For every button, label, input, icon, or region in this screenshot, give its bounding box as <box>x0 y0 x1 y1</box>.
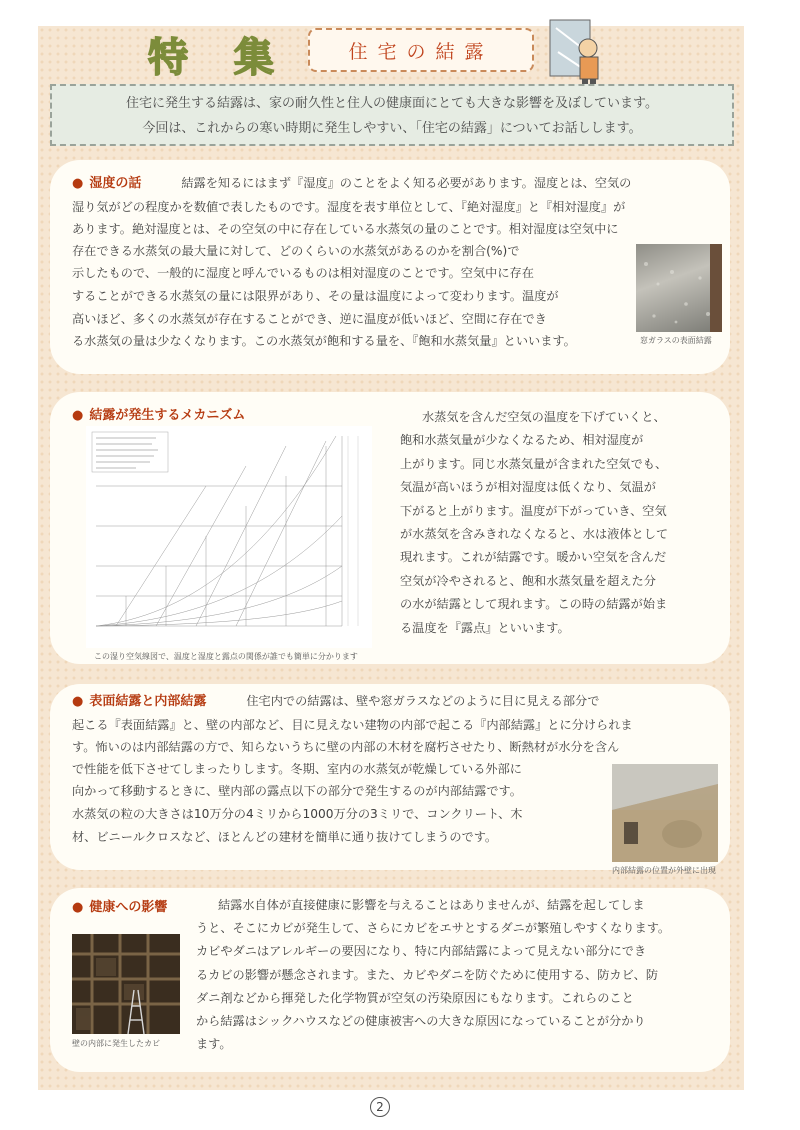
humidity-text-bottom <box>72 240 642 353</box>
health-line: るカビの影響が懸念されます。また、カビやダニを防ぐために使用する、防カビ、防 <box>196 967 659 982</box>
surface-line: 材、ビニールクロスなど、ほとんどの建材を簡単に通り抜けてしまうのです。 <box>72 829 498 844</box>
intro-line-2: 今回は、これからの寒い時期に発生しやすい、「住宅の結露」についてお話しします。 <box>142 121 642 136</box>
humidity-text-top <box>72 172 722 241</box>
humidity-line: することができる水蒸気の量には限界があり、その量は温度によって変わります。温度が <box>72 288 559 303</box>
mechanism-line: が水蒸気を含みきれなくなると、水は液体として <box>400 527 669 542</box>
health-line: から結露はシックハウスなどの健康被害への大きな原因になっていることが分かり <box>196 1014 646 1029</box>
wall-photo-caption: 内部結露の位置が外壁に出現 <box>612 866 716 875</box>
mechanism-line: 上がります。同じ水蒸気量が含まれた空気でも、 <box>400 456 668 471</box>
feature-subtitle: 住宅の結露 <box>308 28 534 72</box>
humidity-line: る水蒸気の量は少なくなります。この水蒸気が飽和する量を、『飽和水蒸気量』といいます。 <box>72 334 576 349</box>
exterior-wall-photo <box>612 764 718 862</box>
health-heading: ● 健康への影響 <box>72 900 168 915</box>
psychrometric-chart <box>86 426 372 648</box>
chart-caption: この湿り空気線図で、温度と湿度と露点の関係が誰でも簡単に分かります <box>94 652 358 661</box>
mechanism-line: 現れます。これが結露です。暖かい空気を含んだ <box>400 550 667 565</box>
page-number: 2 <box>370 1097 390 1117</box>
mechanism-line: 水蒸気を含んだ空気の温度を下げていくと、 <box>422 410 666 424</box>
surface-text-top <box>72 690 722 759</box>
humidity-line: 存在できる水蒸気の最大量に対して、どのくらいの水蒸気があるのかを割合(%)で <box>72 243 520 258</box>
mold-photo-caption: 壁の内部に発生したカビ <box>72 1039 160 1048</box>
humidity-line: 高いほど、多くの水蒸気が存在することができ、逆に温度が低いほど、空間に存在でき <box>72 311 547 326</box>
humidity-line: 湿り気がどの程度かを数値で表したものです。湿度を表す単位として、『絶対湿度』と『相対湿度』が <box>72 199 626 214</box>
health-line: ダニ剤などから揮発した化学物質が空気の汚染原因にもなります。これらのこと <box>196 990 634 1005</box>
intro-line-1: 住宅に発生する結露は、家の耐久性と住人の健康面にとても大きな影響を及ぼしています。 <box>126 96 658 111</box>
mascot-illustration <box>546 18 606 86</box>
health-line: ます。 <box>196 1037 232 1052</box>
mechanism-line: 気温が高いほうが相対湿度は低くなり、気温が <box>400 480 656 495</box>
surface-line: 起こる『表面結露』と、壁の内部など、目に見えない建物の内部で起こる『内部結露』とに分けられま <box>72 717 633 732</box>
window-condensation-photo <box>636 244 722 332</box>
health-line: うと、そこにカビが発生して、さらにカビをエサとするダニが繁殖しやすくなります。 <box>196 921 671 936</box>
mechanism-line: る温度を『露点』といいます。 <box>400 620 570 635</box>
humidity-line: 結露を知るにはまず『湿度』のことをよく知る必要があります。湿度とは、空気の <box>181 176 632 190</box>
surface-line: で性能を低下させてしまったりします。冬期、室内の水蒸気が乾燥している外部に <box>72 761 522 776</box>
mechanism-line: の水が結露として現れます。この時の結露が始ま <box>400 597 668 612</box>
surface-line: す。怖いのは内部結露の方で、知らないうちに壁の内部の木材を腐朽させたり、断熱材が水分を含ん <box>72 740 620 755</box>
humidity-line: 示したもので、一般的に湿度と呼んでいるものは相対湿度のことです。空気中に存在 <box>72 266 534 281</box>
mechanism-text <box>400 406 720 640</box>
surface-line: 住宅内での結露は、壁や窓ガラスなどのように目に見える部分で <box>246 694 600 708</box>
mechanism-line: 下がると上がります。温度が下がっていき、空気 <box>400 503 667 518</box>
surface-line: 向かって移動するときに、壁内部の露点以下の部分で発生するのが内部結露です。 <box>72 784 522 799</box>
surface-text-bottom <box>72 758 602 848</box>
mechanism-line: 空気が冷やされると、飽和水蒸気量を超えた分 <box>400 573 656 588</box>
humidity-line: あります。絶対湿度とは、その空気の中に存在している水蒸気の量のことです。相対湿度は空気中に <box>72 222 619 237</box>
window-photo-caption: 窓ガラスの表面結露 <box>640 336 712 345</box>
intro-box <box>50 84 734 146</box>
health-text <box>196 894 724 1056</box>
mechanism-heading: ● 結露が発生するメカニズム <box>72 408 246 423</box>
surface-line: 水蒸気の粒の大きさは10万分の4ミリから1000万分の3ミリで、コンクリート、木 <box>72 806 523 821</box>
health-line: カビやダニはアレルギーの要因になり、特に内部結露によって見えない部分にでき <box>196 944 647 959</box>
surface-heading: ● 表面結露と内部結露 <box>72 694 207 709</box>
feature-title: 特 集 <box>148 34 290 81</box>
humidity-heading: ● 湿度の話 <box>72 176 142 191</box>
mechanism-line: 飽和水蒸気量が少なくなるため、相対湿度が <box>400 433 644 448</box>
mold-wall-photo <box>72 934 180 1034</box>
health-line: 結露水自体が直接健康に影響を与えることはありませんが、結露を起してしま <box>218 898 645 912</box>
